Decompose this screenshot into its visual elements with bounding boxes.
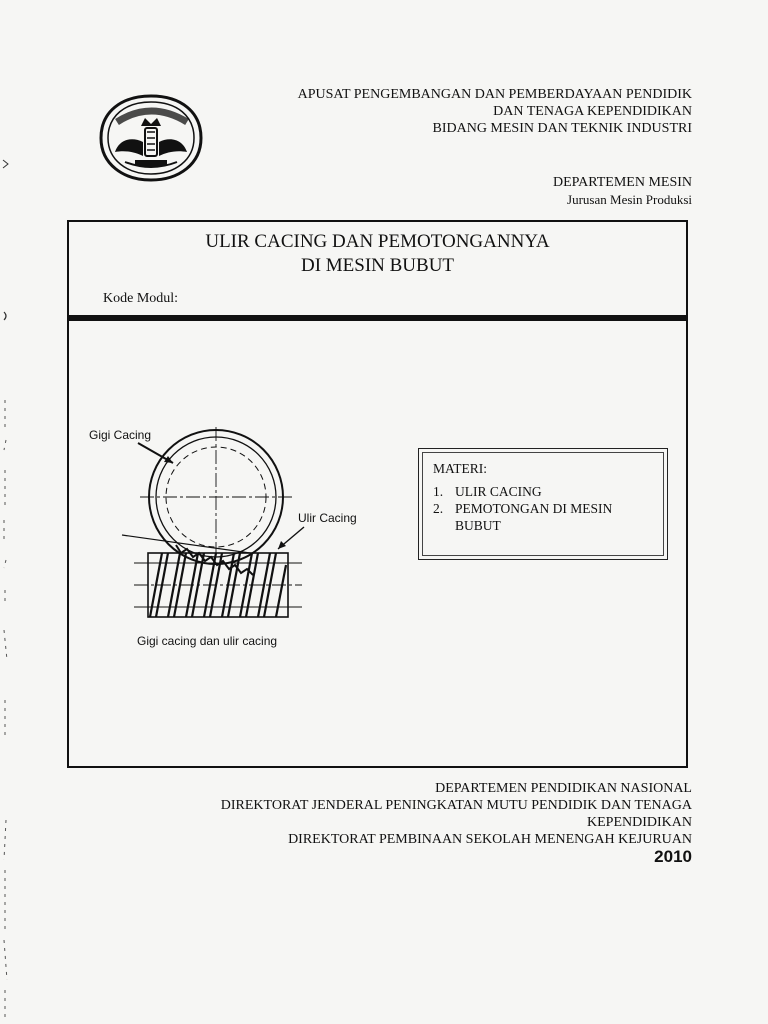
footer-line-2: DIREKTORAT JENDERAL PENINGKATAN MUTU PENDIDIK DAN TENAGA: [220, 798, 692, 813]
module-title-line-2: DI MESIN BUBUT: [300, 255, 455, 276]
footer-line-4: DIREKTORAT PEMBINAAN SEKOLAH MENENGAH KEJURUAN: [288, 832, 692, 847]
figure-caption: Gigi cacing dan ulir cacing: [137, 634, 278, 648]
department-program: Jurusan Mesin Produksi: [567, 192, 692, 207]
worm-gear-illustration: [118, 425, 308, 625]
label-worm-gear: Gigi Cacing: [89, 428, 152, 442]
module-code-label: Kode Modul:: [103, 291, 179, 306]
materi-item-number: 1.: [433, 484, 444, 499]
scan-margin-marks: [0, 0, 20, 1024]
materi-item-text: ULIR CACING: [455, 484, 542, 499]
tut-wuri-handayani-logo: [95, 92, 207, 184]
module-title-line-1: ULIR CACING DAN PEMOTONGANNYA: [205, 231, 550, 252]
footer-line-3: KEPENDIDIKAN: [587, 815, 692, 830]
publication-year: 2010: [654, 847, 692, 866]
institution-line-2: DAN TENAGA KEPENDIDIKAN: [493, 104, 692, 119]
materi-item-text: PEMOTONGAN DI MESIN BUBUT: [455, 501, 613, 533]
institution-header: [298, 86, 692, 137]
footer-line-1: DEPARTEMEN PENDIDIKAN NASIONAL: [435, 781, 692, 796]
title-divider: [69, 315, 686, 321]
materi-item: [433, 483, 653, 500]
materi-heading: MATERI:: [433, 461, 487, 476]
institution-line-1: APUSAT PENGEMBANGAN DAN PEMBERDAYAAN PENDIDIK: [297, 87, 692, 102]
footer-block: [221, 780, 692, 865]
department-block: [553, 174, 692, 208]
materi-item-number: 2.: [433, 501, 444, 516]
institution-line-3: BIDANG MESIN DAN TEKNIK INDUSTRI: [432, 121, 692, 136]
label-worm-thread: Ulir Cacing: [298, 511, 357, 525]
department-name: DEPARTEMEN MESIN: [552, 175, 692, 190]
materi-item: [433, 500, 653, 534]
materi-box: [418, 448, 668, 560]
